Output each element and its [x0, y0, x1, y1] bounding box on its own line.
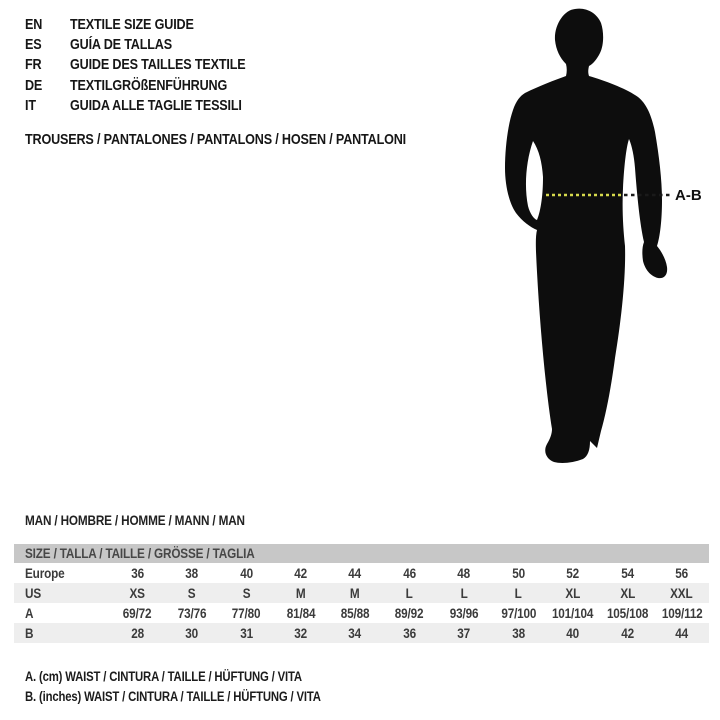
- size-value: XS: [129, 585, 145, 601]
- row-label: B: [25, 625, 34, 641]
- size-value: 54: [620, 565, 634, 581]
- size-value: 93/96: [449, 605, 479, 621]
- size-value: 77/80: [231, 605, 261, 621]
- size-value: 38: [185, 565, 199, 581]
- size-value: 109/112: [661, 605, 703, 621]
- size-value: 36: [403, 625, 416, 641]
- table-row: [14, 583, 709, 603]
- size-value: 101/104: [552, 605, 594, 621]
- size-value: S: [242, 585, 250, 601]
- language-row: [25, 14, 279, 34]
- language-label: TEXTILGRÖßENFÜHRUNG: [70, 76, 228, 94]
- row-label: US: [25, 585, 42, 601]
- language-label: GUIDA ALLE TAGLIE TESSILI: [70, 97, 242, 115]
- size-value: 42: [620, 625, 634, 641]
- notes: [25, 666, 377, 707]
- language-label: TEXTILE SIZE GUIDE: [70, 15, 194, 33]
- size-table-header-text: SIZE / TALLA / TAILLE / GRÖSSE / TAGLIA: [25, 545, 255, 561]
- category-title-text: TROUSERS / PANTALONES / PANTALONS / HOSEN / PANTALONI: [25, 130, 407, 148]
- size-table-rows: [14, 563, 709, 643]
- size-value: 69/72: [122, 605, 152, 621]
- size-value: M: [350, 585, 360, 601]
- size-table: [14, 544, 709, 643]
- size-value: 97/100: [500, 605, 536, 621]
- size-value: XL: [565, 585, 581, 601]
- size-value: 44: [675, 625, 689, 641]
- row-label: Europe: [25, 565, 65, 581]
- size-value: XL: [619, 585, 635, 601]
- section-title-text: MAN / HOMBRE / HOMME / MANN / MAN: [25, 512, 245, 528]
- size-value: 30: [185, 625, 199, 641]
- size-value: 42: [294, 565, 307, 581]
- note-b-text: B. (inches) WAIST / CINTURA / TAILLE / HÜFTUNG / VITA: [25, 689, 321, 705]
- table-row: [14, 563, 709, 583]
- language-row: [25, 55, 279, 75]
- size-value: 85/88: [340, 605, 370, 621]
- size-value: M: [295, 585, 306, 601]
- size-value: 36: [130, 565, 144, 581]
- size-value: L: [460, 585, 468, 601]
- size-value: XXL: [670, 585, 693, 601]
- language-label: GUÍA DE TALLAS: [70, 36, 172, 54]
- size-table-header: [14, 544, 709, 563]
- note-b: [25, 687, 377, 708]
- size-value: 40: [239, 565, 253, 581]
- size-value: 37: [457, 625, 471, 641]
- size-value: 89/92: [395, 605, 424, 621]
- language-code: FR: [25, 56, 42, 74]
- size-value: 73/76: [177, 605, 206, 621]
- language-code: EN: [25, 15, 43, 33]
- size-value: 81/84: [286, 605, 315, 621]
- language-code: IT: [25, 97, 36, 115]
- size-figure: [480, 0, 720, 480]
- size-value: 52: [566, 565, 580, 581]
- size-value: L: [514, 585, 522, 601]
- size-value: 31: [239, 625, 253, 641]
- size-value: 40: [566, 625, 580, 641]
- language-row: [25, 96, 279, 116]
- note-a-text: A. (cm) WAIST / CINTURA / TAILLE / HÜFTUNG / VITA: [25, 668, 302, 684]
- table-row: [14, 623, 709, 643]
- size-value: 44: [348, 565, 362, 581]
- row-label: A: [25, 605, 34, 621]
- size-value: 34: [348, 625, 362, 641]
- language-code: ES: [25, 36, 42, 54]
- size-value: 56: [675, 565, 689, 581]
- language-list: [25, 14, 279, 116]
- language-row: [25, 75, 279, 95]
- category-title: [25, 129, 479, 149]
- note-a: [25, 666, 377, 687]
- man-silhouette-svg: [480, 0, 720, 480]
- size-value: 32: [294, 625, 307, 641]
- size-value: 38: [512, 625, 525, 641]
- measure-label: A-B: [675, 187, 702, 204]
- language-code: DE: [25, 76, 43, 94]
- table-row: [14, 603, 709, 623]
- size-value: 105/108: [606, 605, 648, 621]
- language-row: [25, 34, 279, 54]
- size-value: 48: [457, 565, 471, 581]
- size-value: 28: [130, 625, 144, 641]
- size-value: S: [187, 585, 196, 601]
- section-title: [25, 510, 287, 530]
- man-silhouette: [505, 9, 667, 463]
- size-value: 50: [512, 565, 525, 581]
- size-value: L: [405, 585, 414, 601]
- size-value: 46: [403, 565, 416, 581]
- language-label: GUIDE DES TAILLES TEXTILE: [70, 56, 246, 74]
